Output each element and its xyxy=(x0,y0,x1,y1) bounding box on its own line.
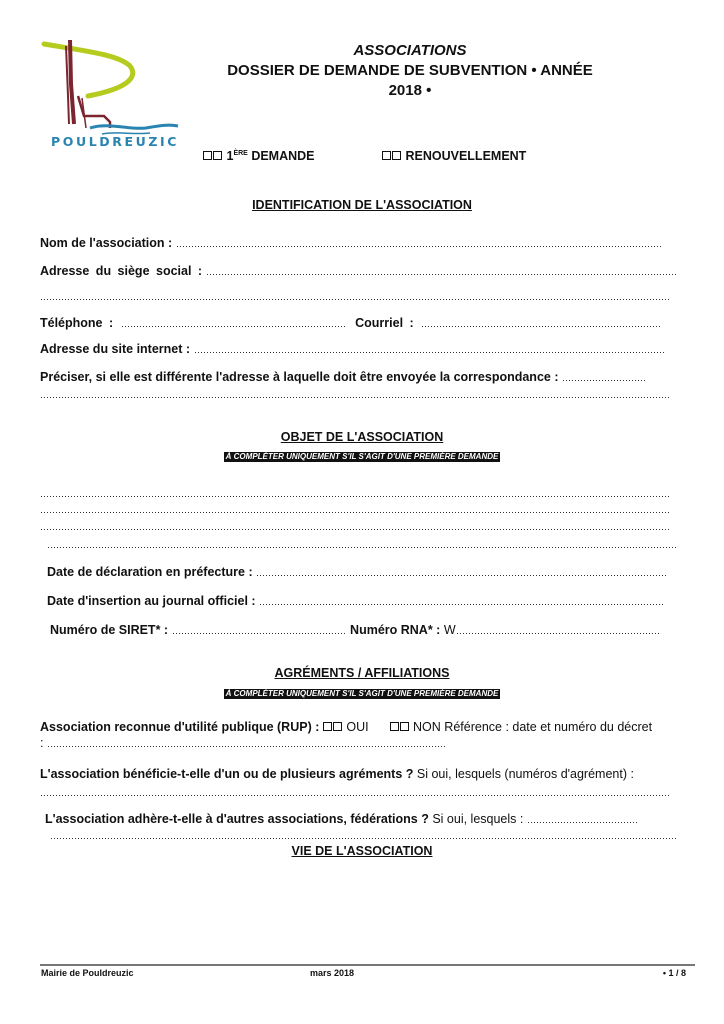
checkbox-icon[interactable] xyxy=(390,722,399,731)
objet-line-2[interactable] xyxy=(40,503,670,515)
checkbox-icon[interactable] xyxy=(203,151,212,160)
affiliation-hint: Si oui, lesquels : xyxy=(432,812,524,826)
objet-line-4[interactable] xyxy=(47,538,677,550)
siret-input-dots[interactable] xyxy=(172,624,347,634)
objet-section-subtitle xyxy=(0,446,724,464)
agrement-question: L'association bénéficie-t-elle d'un ou de plusieurs agréments ? xyxy=(40,767,414,781)
address-line2-dots[interactable] xyxy=(40,290,670,302)
footer-date: mars 2018 xyxy=(310,968,355,978)
rup-row xyxy=(40,720,710,735)
footer-organization: Mairie de Pouldreuzic xyxy=(41,968,134,978)
correspondence-line2-dots[interactable] xyxy=(40,388,670,400)
rup-yes-label: OUI xyxy=(346,720,369,734)
first-request-sup: ÈRE xyxy=(233,150,248,157)
journal-date-label: Date d'insertion au journal officiel : xyxy=(47,594,256,608)
correspondence-label: Préciser, si elle est différente l'adresse à laquelle doit être envoyée la correspondance : xyxy=(40,370,559,384)
address-field[interactable] xyxy=(40,264,685,279)
address-input-dots[interactable] xyxy=(206,265,676,275)
objet-subtitle-text: À COMPLÉTER UNIQUEMENT S'IL S'AGIT D'UNE PREMIÈRE DEMANDE xyxy=(225,452,499,461)
rup-reference-label: Référence : date et numéro du décret xyxy=(444,720,653,734)
address-label: Adresse du siège social : xyxy=(40,264,203,278)
phone-label: Téléphone : xyxy=(40,316,114,330)
renewal-label: RENOUVELLEMENT xyxy=(405,149,527,163)
agrement-input-dots[interactable] xyxy=(40,786,670,798)
first-request-option[interactable] xyxy=(203,149,315,163)
checkbox-icon[interactable] xyxy=(392,151,401,160)
renewal-option[interactable] xyxy=(382,149,526,163)
declaration-date-label: Date de déclaration en préfecture : xyxy=(47,565,253,579)
phone-email-row xyxy=(40,316,685,331)
journal-date-field[interactable] xyxy=(47,594,692,609)
declaration-date-field[interactable] xyxy=(47,565,692,580)
affiliation-row xyxy=(45,812,695,827)
journal-date-input-dots[interactable] xyxy=(259,595,664,605)
vie-section-title: VIE DE L'ASSOCIATION xyxy=(291,844,433,858)
name-field[interactable] xyxy=(40,236,685,251)
rup-reference-input-dots[interactable] xyxy=(47,737,447,747)
affiliation-input-dots[interactable] xyxy=(527,813,637,823)
checkbox-icon[interactable] xyxy=(400,722,409,731)
rup-no-label: NON xyxy=(413,720,441,734)
affiliation-question: L'association adhère-t-elle à d'autres associations, fédérations ? xyxy=(45,812,429,826)
doc-title-year: 2018 • xyxy=(388,82,432,99)
website-label: Adresse du site internet : xyxy=(40,342,191,356)
name-label: Nom de l'association : xyxy=(40,236,173,250)
objet-line-1[interactable] xyxy=(40,487,670,499)
checkbox-icon[interactable] xyxy=(382,151,391,160)
siret-label: Numéro de SIRET* : xyxy=(50,623,169,637)
correspondence-field[interactable] xyxy=(40,370,685,385)
footer-page-number: • 1 / 8 xyxy=(662,968,686,978)
pouldreuzic-logo xyxy=(38,36,188,154)
agrements-section-title: AGRÉMENTS / AFFILIATIONS xyxy=(274,666,450,680)
declaration-date-input-dots[interactable] xyxy=(256,566,666,576)
checkbox-icon[interactable] xyxy=(213,151,222,160)
agrement-row xyxy=(40,767,710,782)
rna-input-dots[interactable] xyxy=(456,624,661,634)
logo-text: POULDREUZIC xyxy=(51,134,180,149)
doc-title-dossier: DOSSIER DE DEMANDE DE SUBVENTION • ANNÉE xyxy=(227,62,593,79)
name-input-dots[interactable] xyxy=(176,237,661,247)
objet-line-3[interactable] xyxy=(40,520,670,532)
email-label: Courriel : xyxy=(355,316,414,330)
checkbox-icon[interactable] xyxy=(323,722,332,731)
phone-input-dots[interactable] xyxy=(121,317,346,327)
rup-label: Association reconnue d'utilité publique (RUP) : xyxy=(40,720,320,734)
rna-prefix: W xyxy=(443,623,456,637)
first-request-prefix: 1 xyxy=(226,149,234,163)
rup-reference-field[interactable]: : xyxy=(40,736,685,751)
agrements-subtitle-text: À COMPLÉTER UNIQUEMENT S'IL S'AGIT D'UNE PREMIÈRE DEMANDE xyxy=(225,689,499,698)
identification-section-title: IDENTIFICATION DE L'ASSOCIATION xyxy=(252,198,472,212)
email-input-dots[interactable] xyxy=(421,317,661,327)
affiliation-line2-dots[interactable] xyxy=(50,829,678,841)
first-request-label: DEMANDE xyxy=(247,149,315,163)
checkbox-icon[interactable] xyxy=(333,722,342,731)
agrement-hint: Si oui, lesquels (numéros d'agrément) : xyxy=(416,767,634,781)
logo-mark-icon xyxy=(38,36,188,136)
siret-rna-row xyxy=(50,623,695,638)
rna-label: Numéro RNA* : xyxy=(350,623,441,637)
website-field[interactable] xyxy=(40,342,685,357)
correspondence-input-dots[interactable] xyxy=(562,371,647,381)
objet-section-title: OBJET DE L'ASSOCIATION xyxy=(280,430,444,444)
doc-title-associations: ASSOCIATIONS xyxy=(353,42,467,59)
website-input-dots[interactable] xyxy=(194,343,664,353)
agrements-section-subtitle xyxy=(0,683,724,701)
footer-divider xyxy=(40,964,695,966)
